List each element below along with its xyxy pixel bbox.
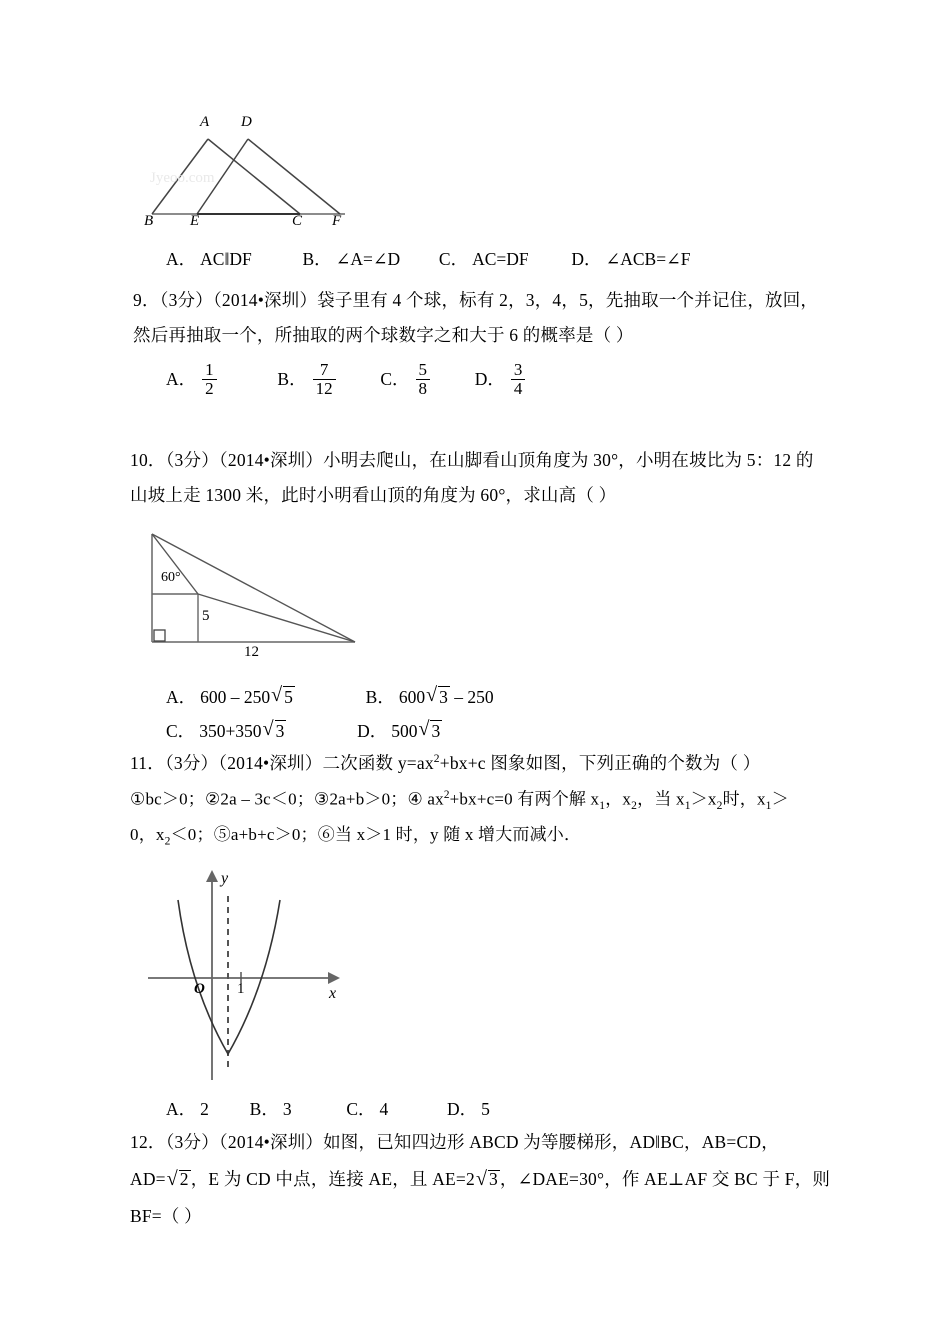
axis-label-x: x bbox=[329, 985, 337, 1002]
q9-source: （2014•深圳） bbox=[212, 290, 318, 310]
option-b-text: ∠A=∠D bbox=[335, 249, 401, 269]
claim-exponent: 2 bbox=[443, 789, 450, 801]
option-a-label: A． bbox=[166, 687, 197, 707]
fraction-one-half: $\frac{1}{2}$ bbox=[202, 361, 217, 399]
figure-label-C: C bbox=[292, 213, 303, 229]
option-c-text: 4 bbox=[379, 1099, 389, 1119]
q11-stem-post: +bx+c 图象如图，下列正确的个数为（ ） bbox=[439, 752, 761, 773]
q10-points: （3分） bbox=[165, 450, 219, 470]
question-8-figure bbox=[140, 108, 380, 230]
figure-label-F: F bbox=[332, 213, 342, 229]
question-8-options bbox=[166, 246, 690, 271]
two-triangles-svg bbox=[140, 108, 380, 230]
q12-text-2a: AD= bbox=[130, 1169, 166, 1189]
q12-number: 12． bbox=[130, 1132, 166, 1152]
question-12-line-2 bbox=[130, 1170, 830, 1189]
q11-number: 11． bbox=[130, 752, 165, 773]
option-c[interactable] bbox=[380, 362, 432, 400]
origin-label: O bbox=[194, 981, 205, 997]
option-d[interactable] bbox=[475, 362, 528, 400]
option-d[interactable] bbox=[447, 1096, 490, 1121]
axis-label-y: y bbox=[221, 870, 229, 887]
option-a-label: A． bbox=[166, 1099, 197, 1119]
mountain-slope-svg bbox=[140, 522, 370, 662]
fraction-three-quarters: $\frac{3}{4}$ bbox=[511, 361, 526, 399]
claim-seq-b: +bx+c=0 有两个解 x bbox=[449, 789, 600, 809]
option-b-label: B． bbox=[302, 249, 332, 269]
option-d-label: D． bbox=[474, 368, 505, 389]
subscript-2: 2 bbox=[164, 834, 171, 848]
q11-source: （2014•深圳） bbox=[218, 752, 323, 773]
figure-label-A: A bbox=[200, 114, 210, 130]
length-label-12: 12 bbox=[244, 644, 259, 660]
option-a-label: A． bbox=[166, 249, 197, 269]
q9-number: 9． bbox=[133, 290, 160, 310]
option-d-label: D． bbox=[357, 721, 388, 741]
radical-3: √ 3 bbox=[262, 718, 285, 741]
q9-text-2: 然后再抽取一个，所抽取的两个球数字之和大于 6 的概率是（ ） bbox=[133, 325, 634, 345]
claim-seq-d: ，当 x bbox=[637, 789, 685, 809]
option-a-text: AC‖DF bbox=[200, 249, 252, 269]
parabola-svg bbox=[140, 868, 350, 1088]
q9-text-1: 袋子里有 4 个球，标有 2，3，4，5，先抽取一个并记住，放回， bbox=[317, 290, 819, 310]
subscript-1: 1 bbox=[599, 799, 606, 813]
question-9-line-1 bbox=[133, 292, 818, 310]
q12-text-2b: ，E 为 CD 中点，连接 AE，且 AE=2 bbox=[190, 1169, 475, 1189]
option-b-label: B． bbox=[365, 687, 395, 707]
question-9-options bbox=[166, 362, 527, 400]
option-a-prefix: 600 – 250 bbox=[200, 687, 271, 707]
option-b[interactable] bbox=[277, 362, 337, 400]
option-a-text: 2 bbox=[200, 1099, 209, 1119]
claim-seq-c: ，x bbox=[605, 789, 632, 809]
option-c-text: AC=DF bbox=[472, 249, 529, 269]
option-b-label: B． bbox=[249, 1099, 279, 1119]
q9-points: （3分） bbox=[159, 290, 213, 310]
option-c-label: C． bbox=[346, 1099, 376, 1119]
q11-stem-exponent: 2 bbox=[433, 753, 440, 765]
q10-source: （2014•深圳） bbox=[218, 450, 324, 470]
subscript-3: 1 bbox=[684, 799, 691, 813]
q11-stem-pre: 二次函数 y=ax bbox=[322, 752, 434, 773]
question-10-figure bbox=[140, 522, 370, 662]
length-label-5: 5 bbox=[202, 608, 210, 624]
subscript-2: 2 bbox=[631, 799, 638, 813]
option-a[interactable] bbox=[166, 1096, 209, 1121]
claim-line2-a: 0，x bbox=[130, 825, 165, 844]
question-10-line-2 bbox=[130, 487, 616, 505]
subscript-4: 2 bbox=[716, 799, 723, 813]
option-c-label: C． bbox=[380, 368, 410, 389]
question-11-claims-line-2 bbox=[130, 826, 581, 847]
q12-text-1: 如图，已知四边形 ABCD 为等腰梯形，AD‖BC，AB=CD， bbox=[323, 1132, 779, 1152]
option-d-label: D． bbox=[447, 1099, 478, 1119]
radical-3: √ 3 bbox=[418, 718, 441, 741]
question-11-figure bbox=[140, 868, 350, 1088]
tick-label-1: 1 bbox=[237, 981, 245, 997]
question-10-options-row-1 bbox=[166, 684, 494, 709]
option-d[interactable] bbox=[571, 246, 690, 271]
option-d[interactable] bbox=[357, 718, 442, 743]
option-a[interactable] bbox=[166, 684, 295, 709]
question-10-options-row-2 bbox=[166, 718, 442, 743]
angle-label-60: 60° bbox=[161, 570, 181, 585]
figure-label-D: D bbox=[241, 114, 252, 130]
option-d-prefix: 500 bbox=[391, 721, 418, 741]
claim-seq-e: ＞x bbox=[690, 789, 717, 809]
question-11-options bbox=[166, 1096, 490, 1121]
q10-text-1: 小明去爬山，在山脚看山顶角度为 30°，小明在坡比为 5：12 的 bbox=[323, 450, 814, 470]
q10-number: 10． bbox=[130, 450, 166, 470]
subscript-5: 1 bbox=[765, 799, 772, 813]
option-b-suffix: – 250 bbox=[449, 687, 494, 707]
question-11-line-1 bbox=[130, 754, 760, 772]
q12-text-2c: ，∠DAE=30°，作 AE⊥AF 交 BC 于 F，则 bbox=[499, 1169, 831, 1189]
figure-label-B: B bbox=[144, 213, 154, 229]
question-11-claims-line-1 bbox=[130, 790, 789, 812]
q12-source: （2014•深圳） bbox=[218, 1132, 324, 1152]
radical-3: √ 3 bbox=[426, 684, 448, 707]
option-a[interactable] bbox=[166, 246, 252, 271]
option-b-text: 3 bbox=[282, 1099, 292, 1119]
claim-seq-a: ①bc＞0；②2a – 3c＜0；③2a+b＞0；④ ax bbox=[130, 789, 444, 809]
fraction-five-eighths: $\frac{5}{8}$ bbox=[416, 361, 431, 399]
option-b[interactable] bbox=[366, 684, 494, 709]
option-b-prefix: 600 bbox=[398, 687, 426, 707]
question-12-line-3 bbox=[130, 1208, 202, 1226]
option-c-label: C． bbox=[438, 249, 469, 269]
option-d-text: ∠ACB=∠F bbox=[605, 249, 691, 269]
watermark: Jyeoo.com bbox=[150, 170, 215, 186]
q12-points: （3分） bbox=[165, 1132, 219, 1152]
claim-seq-g: ＞ bbox=[771, 789, 789, 809]
q12-text-3: BF=（ ） bbox=[130, 1206, 202, 1226]
option-c[interactable] bbox=[166, 718, 286, 743]
option-a[interactable] bbox=[166, 362, 219, 400]
option-a-label: A． bbox=[166, 368, 197, 389]
option-b[interactable] bbox=[250, 1096, 292, 1121]
question-9-line-2 bbox=[133, 327, 634, 345]
radical-2: √ 2 bbox=[166, 1168, 189, 1190]
question-12-line-1 bbox=[130, 1134, 779, 1152]
option-c-label: C． bbox=[166, 721, 196, 741]
option-c[interactable] bbox=[439, 246, 529, 271]
option-c-prefix: 350+350 bbox=[199, 721, 262, 741]
question-10-line-1 bbox=[130, 452, 814, 470]
claim-seq-f: 时，x bbox=[722, 789, 766, 809]
radical-5: √ 5 bbox=[271, 684, 293, 707]
option-b-label: B． bbox=[277, 368, 307, 389]
option-d-label: D． bbox=[571, 249, 602, 269]
q11-points: （3分） bbox=[164, 752, 219, 773]
q10-text-2: 山坡上走 1300 米，此时小明看山顶的角度为 60°，求山高（ ） bbox=[130, 485, 617, 505]
option-d-text: 5 bbox=[481, 1099, 490, 1119]
radical-3: √ 3 bbox=[475, 1168, 498, 1190]
option-c[interactable] bbox=[346, 1096, 388, 1121]
fraction-seven-twelfths: $\frac{7}{12}$ bbox=[313, 361, 336, 399]
claim-line2-b: ＜0；⑤a+b+c＞0；⑥当 x＞1 时，y 随 x 增大而减小． bbox=[170, 825, 582, 844]
figure-label-E: E bbox=[190, 213, 200, 229]
option-b[interactable] bbox=[303, 246, 401, 271]
